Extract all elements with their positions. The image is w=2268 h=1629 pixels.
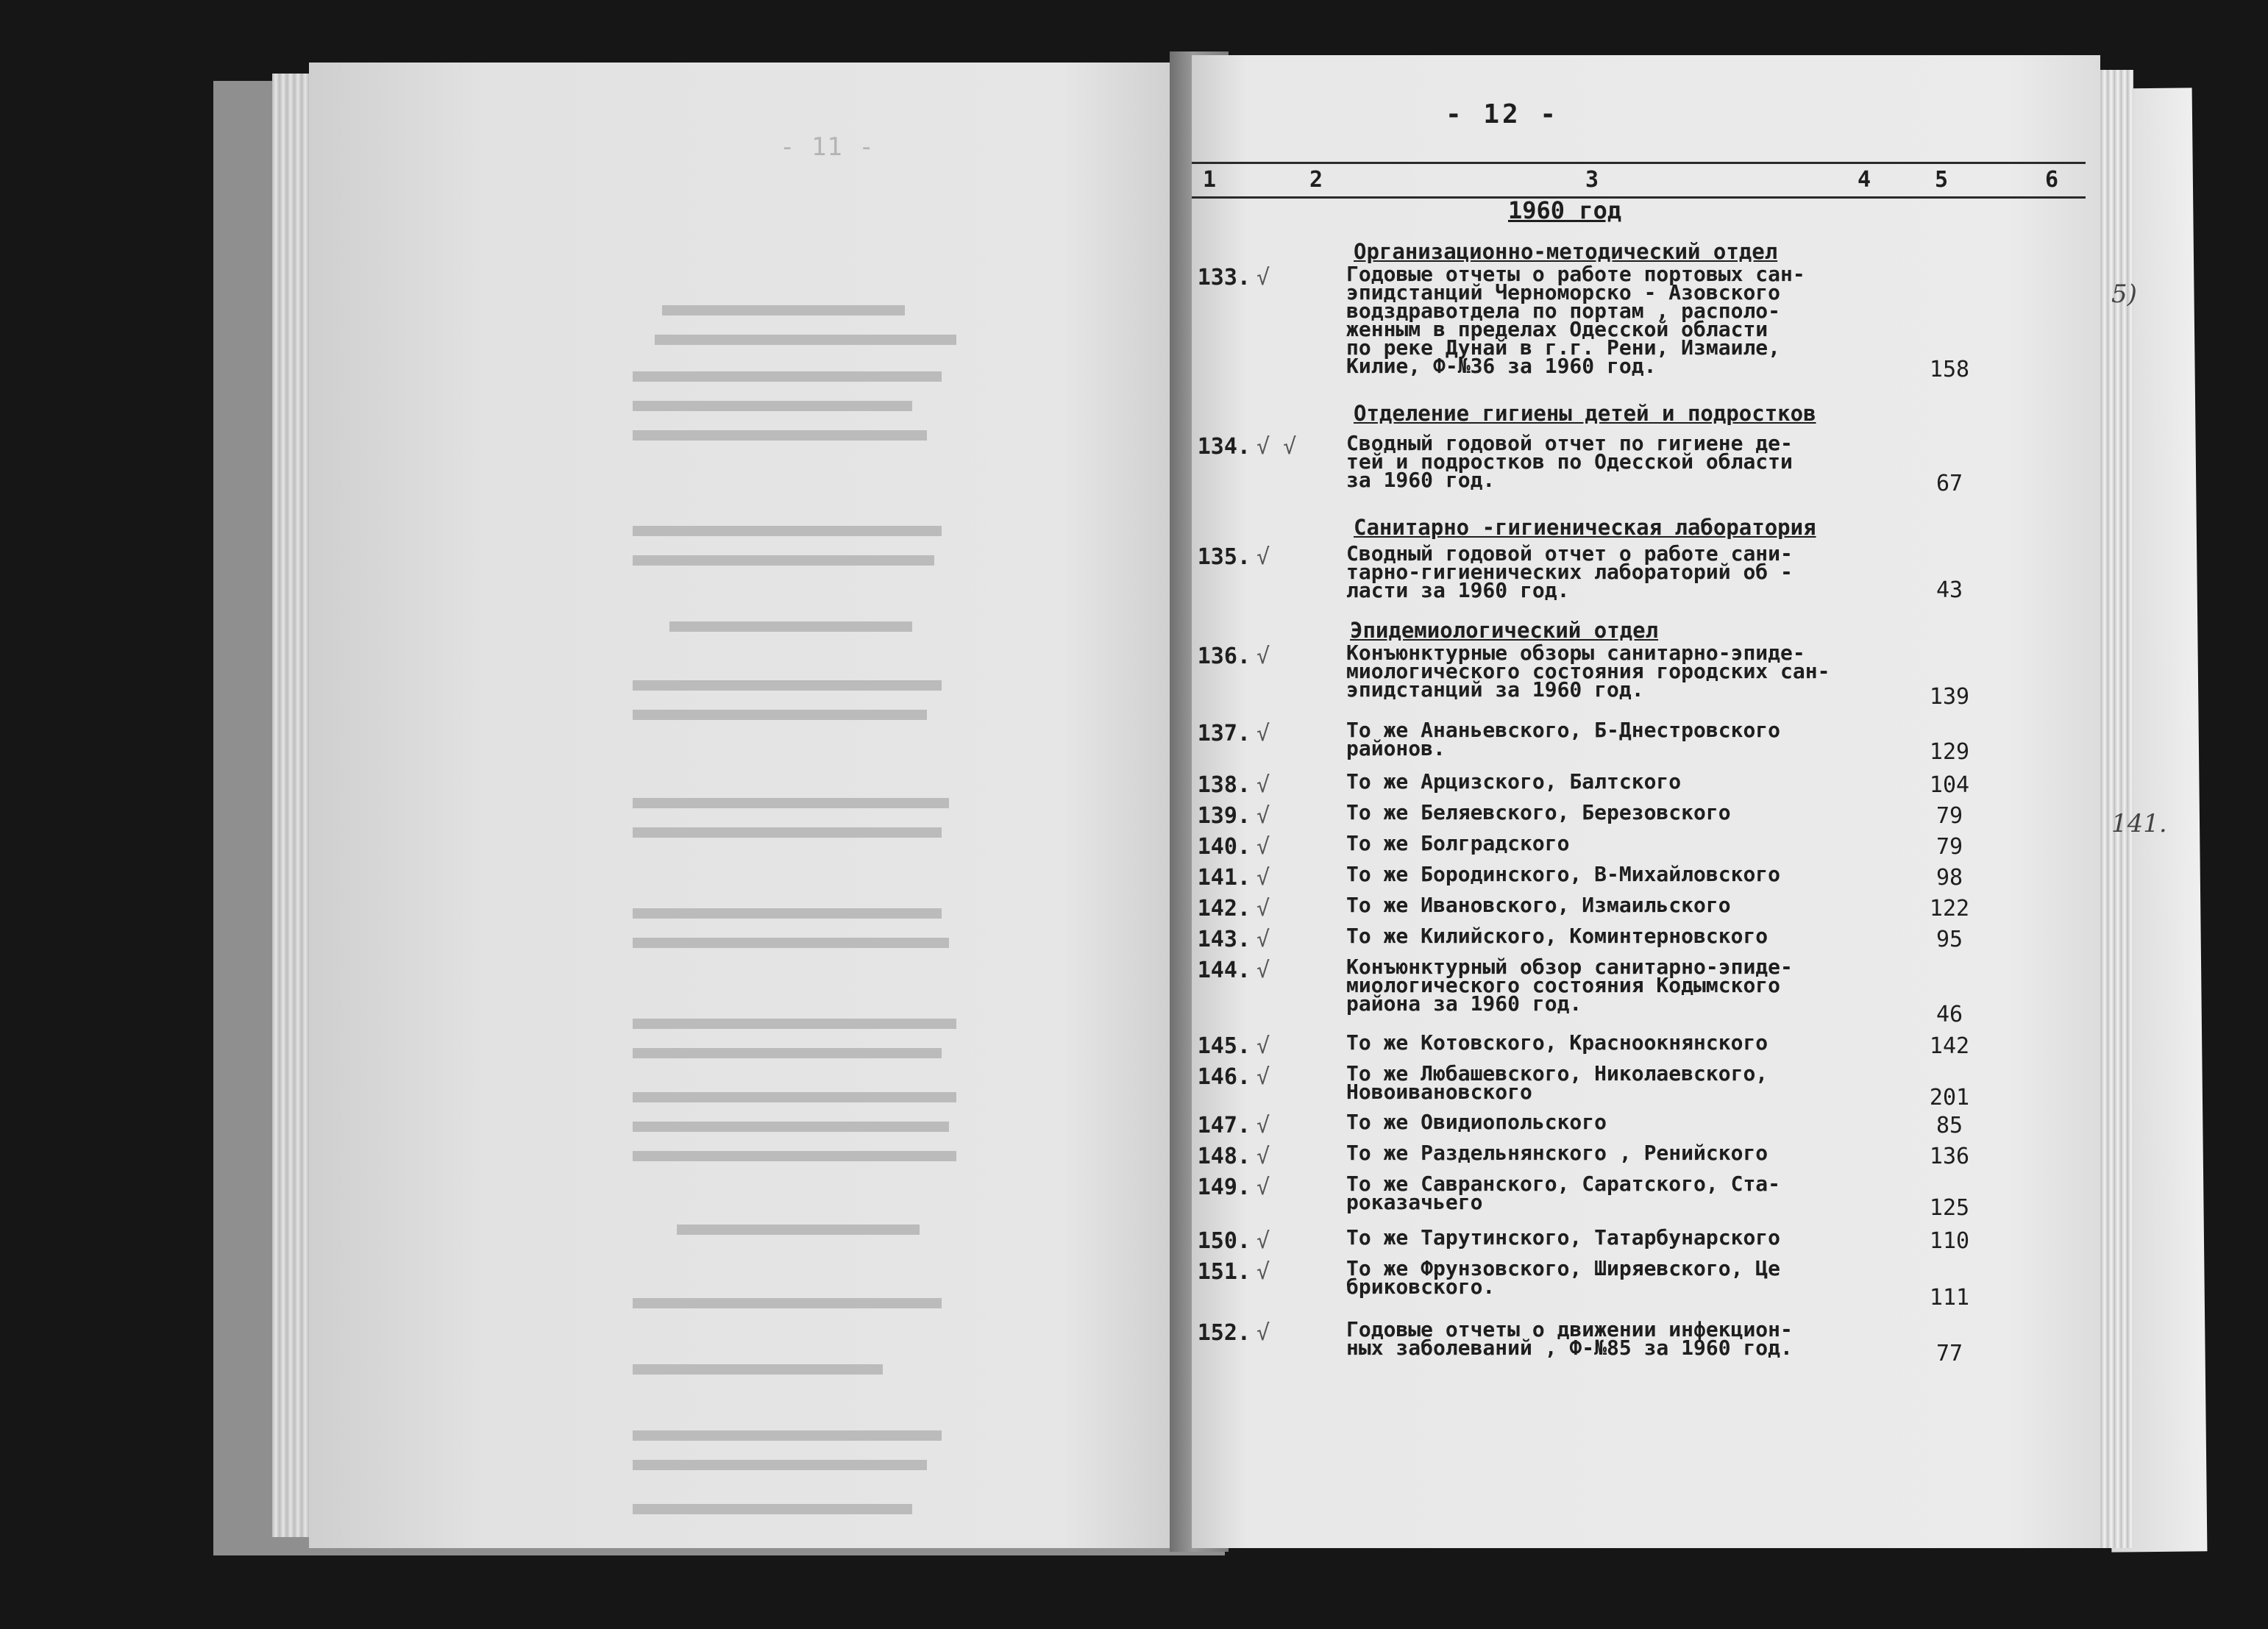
column-header: 1 [1203, 167, 1217, 193]
checkmark: √ [1256, 927, 1270, 952]
entry-description: Конъюнктурный обзор санитарно-эпиде- миологического состояния Кодымского района за 1960 год. [1346, 955, 1793, 1016]
ghost-text [633, 1504, 912, 1514]
checkmark: √ [1256, 1228, 1270, 1254]
entry-number: 141. [1197, 865, 1251, 891]
entry-number: 145. [1197, 1033, 1251, 1059]
entry-number: 149. [1197, 1174, 1251, 1200]
ghost-text [633, 680, 942, 691]
entry-number: 146. [1197, 1064, 1251, 1090]
entry-number: 147. [1197, 1113, 1251, 1138]
sheet-count: 46 [1935, 1002, 1963, 1027]
entry-description: То же Беляевского, Березовского [1346, 800, 1731, 824]
entry-number: 138. [1197, 772, 1251, 798]
checkmark: √ [1256, 1033, 1270, 1059]
entry-description: Годовые отчеты о работе портовых сан- эпидстанций Черноморско - Азовского водздравотдела по портам , располо- женным в пределах Одесской области по реке Дунай в г.г. Рени, Измаиле, Килие, Ф-№36 за 1960 год. [1346, 262, 1805, 378]
ghost-text [633, 827, 942, 838]
entry-description: То же Фрунзовского, Ширяевского, Це бриковского. [1346, 1256, 1781, 1299]
entry-description: То же Тарутинского, Татарбунарского [1346, 1225, 1781, 1250]
entry-number: 148. [1197, 1144, 1251, 1169]
entry-description: То же Ивановского, Измаильского [1346, 893, 1731, 917]
ghost-text [669, 621, 912, 632]
sheet-count: 85 [1935, 1113, 1963, 1138]
sheet-count: 43 [1935, 577, 1963, 603]
checkmark: √ [1256, 772, 1270, 798]
checkmark: √ [1256, 865, 1270, 891]
entry-number: 134. [1197, 434, 1251, 460]
sheet-count: 111 [1929, 1285, 1970, 1311]
checkmark: √ [1256, 1259, 1270, 1285]
sheet-count: 79 [1935, 803, 1963, 829]
ghost-text [677, 1225, 920, 1235]
entry-number: 143. [1197, 927, 1251, 952]
ghost-text [633, 401, 912, 411]
checkmark: √ √ [1256, 434, 1297, 460]
entry-number: 137. [1197, 721, 1251, 746]
entry-number: 144. [1197, 958, 1251, 983]
sheet-count: 142 [1929, 1033, 1970, 1059]
entry-number: 151. [1197, 1259, 1251, 1285]
checkmark: √ [1256, 544, 1270, 570]
entry-description: То же Любашевского, Николаевского, Новоивановского [1346, 1061, 1768, 1104]
left-page-number: - 11 - [780, 132, 875, 162]
checkmark: √ [1256, 721, 1270, 746]
entry-number: 139. [1197, 803, 1251, 829]
ghost-text [633, 938, 949, 948]
column-header: 2 [1309, 167, 1323, 193]
ghost-text [655, 335, 956, 345]
entry-number: 150. [1197, 1228, 1251, 1254]
ghost-text [633, 371, 942, 382]
entry-number: 136. [1197, 644, 1251, 669]
checkmark: √ [1256, 803, 1270, 829]
ghost-text [662, 305, 905, 316]
sheet-count: 136 [1929, 1144, 1970, 1169]
checkmark: √ [1256, 1320, 1270, 1346]
section-heading: Эпидемиологический отдел [1350, 618, 1659, 643]
entry-description: То же Савранского, Саратского, Ста- роказачьего [1346, 1172, 1781, 1214]
entry-description: Сводный годовой отчет по гигиене де- тей и подростков по Одесской области за 1960 год. [1346, 431, 1793, 492]
ghost-text [633, 1092, 956, 1102]
ghost-text [633, 710, 927, 720]
sheet-count: 77 [1935, 1341, 1963, 1366]
ghost-text [633, 430, 927, 441]
entry-description: Сводный годовой отчет о работе сани- тарно-гигиенических лабораторий об - ласти за 1960 год. [1346, 541, 1793, 602]
column-header: 4 [1858, 167, 1871, 193]
entry-number: 152. [1197, 1320, 1251, 1346]
sheet-count: 125 [1929, 1195, 1970, 1221]
sheet-count: 104 [1929, 772, 1970, 798]
sheet-count: 98 [1935, 865, 1963, 891]
ghost-text [633, 1430, 942, 1441]
ghost-text [633, 1122, 949, 1132]
ghost-text [633, 1151, 956, 1161]
sheet-count: 129 [1929, 739, 1970, 765]
ghost-text [633, 1298, 942, 1308]
entry-number: 135. [1197, 544, 1251, 570]
entry-description: Годовые отчеты о движении инфекцион- ных заболеваний , Ф-№85 за 1960 год. [1346, 1317, 1793, 1360]
sheet-count: 139 [1929, 684, 1970, 710]
checkmark: √ [1256, 265, 1270, 290]
sheet-count: 67 [1935, 471, 1963, 496]
ghost-text [633, 1048, 942, 1058]
checkmark: √ [1256, 834, 1270, 860]
column-header: 3 [1585, 167, 1599, 193]
sheet-count: 79 [1935, 834, 1963, 860]
entry-number: 140. [1197, 834, 1251, 860]
ghost-text [633, 798, 949, 808]
entry-description: То же Арцизского, Балтского [1346, 769, 1682, 794]
left-page [309, 63, 1195, 1548]
entry-description: То же Килийского, Коминтерновского [1346, 924, 1768, 948]
entry-description: Конъюнктурные обзоры санитарно-эпиде- миологического состояния городских сан- эпидстанций за 1960 год. [1346, 641, 1830, 702]
checkmark: √ [1256, 1113, 1270, 1138]
margin-note: 5) [2111, 279, 2137, 309]
checkmark: √ [1256, 1064, 1270, 1090]
ghost-text [633, 1460, 927, 1470]
checkmark: √ [1256, 896, 1270, 922]
entry-number: 142. [1197, 896, 1251, 922]
margin-note: 141. [2111, 809, 2167, 838]
sheet-count: 158 [1929, 357, 1970, 382]
section-heading: Организационно-методический отдел [1354, 239, 1778, 264]
year-heading: 1960 год [1508, 196, 1622, 224]
entry-number: 133. [1197, 265, 1251, 290]
ghost-text [633, 908, 942, 919]
sheet-count: 122 [1929, 896, 1970, 922]
checkmark: √ [1256, 1174, 1270, 1200]
page-number: - 12 - [1446, 99, 1560, 129]
column-header-row [1192, 162, 2086, 199]
entry-description: То же Бородинского, В-Михайловского [1346, 862, 1781, 886]
checkmark: √ [1256, 644, 1270, 669]
right-page [1192, 55, 2100, 1548]
checkmark: √ [1256, 1144, 1270, 1169]
sheet-count: 110 [1929, 1228, 1970, 1254]
ghost-text [633, 1364, 883, 1375]
column-header: 6 [2045, 167, 2059, 193]
entry-description: То же Ананьевского, Б-Днестровского районов. [1346, 718, 1781, 760]
entry-description: То же Котовского, Красноокнянского [1346, 1030, 1768, 1055]
column-header: 5 [1935, 167, 1949, 193]
entry-description: То же Овидиопольского [1346, 1110, 1607, 1134]
checkmark: √ [1256, 958, 1270, 983]
sheet-count: 201 [1929, 1085, 1970, 1111]
entry-description: То же Болградского [1346, 831, 1570, 855]
sheet-count: 95 [1935, 927, 1963, 952]
section-heading: Санитарно -гигиеническая лаборатория [1354, 515, 1816, 540]
ghost-text [633, 1019, 956, 1029]
section-heading: Отделение гигиены детей и подростков [1354, 401, 1816, 426]
entry-description: То же Раздельнянского , Ренийского [1346, 1141, 1768, 1165]
ghost-text [633, 555, 934, 566]
ghost-text [633, 526, 942, 536]
